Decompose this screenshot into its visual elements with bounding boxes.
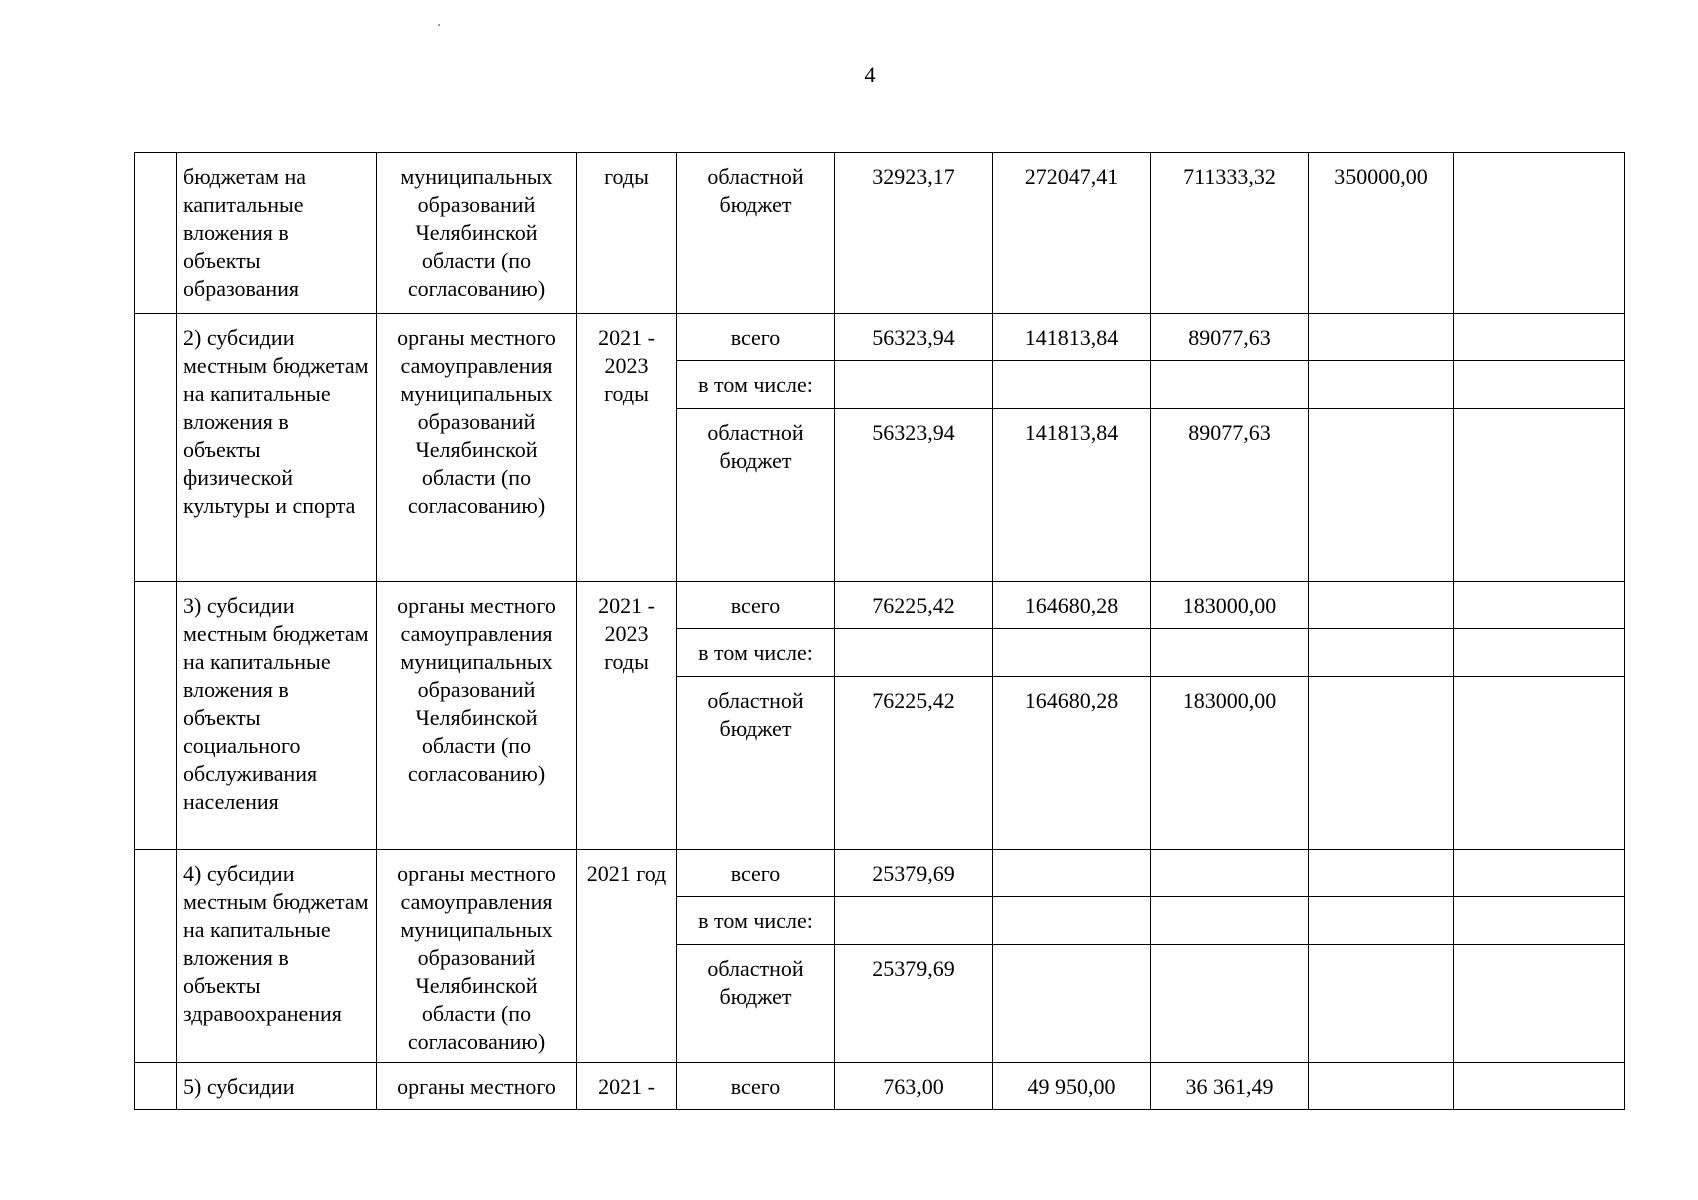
value-cell [1454, 1063, 1625, 1110]
value-cell [835, 629, 993, 677]
value-cell [1309, 1063, 1454, 1110]
measure-name-cell: бюджетам на капитальные вложения в объекты образования [177, 153, 377, 314]
value-cell [1309, 361, 1454, 409]
measure-name-cell: 5) субсидии [177, 1063, 377, 1110]
value-cell [1309, 409, 1454, 582]
value-cell: 141813,84 [993, 314, 1151, 361]
value-cell: 89077,63 [1151, 314, 1309, 361]
value-cell [1309, 897, 1454, 945]
value-cell: 89077,63 [1151, 409, 1309, 582]
funding-source-cell: всего [677, 1063, 835, 1110]
value-cell [993, 897, 1151, 945]
value-cell [835, 897, 993, 945]
value-cell [1151, 850, 1309, 897]
funding-source-cell: всего [677, 582, 835, 629]
value-cell [993, 945, 1151, 1063]
row-number-cell [135, 1063, 177, 1110]
executor-cell: муниципальных образований Челябинской области (по согласованию) [377, 153, 577, 314]
row-number-cell [135, 314, 177, 582]
value-cell [1309, 629, 1454, 677]
measure-name-cell: 2) субсидии местным бюджетам на капитальные вложения в объекты физической культуры и спорта [177, 314, 377, 582]
executor-cell: органы местного самоуправления муниципальных образований Челябинской области (по согласованию) [377, 314, 577, 582]
funding-source-cell: всего [677, 850, 835, 897]
value-cell: 36 361,49 [1151, 1063, 1309, 1110]
value-cell: 76225,42 [835, 582, 993, 629]
value-cell [1454, 850, 1625, 897]
value-cell: 141813,84 [993, 409, 1151, 582]
page-number: 4 [864, 62, 876, 87]
value-cell [1151, 945, 1309, 1063]
row-number-cell [135, 582, 177, 850]
value-cell [1309, 945, 1454, 1063]
value-cell [1454, 677, 1625, 850]
value-cell [993, 850, 1151, 897]
value-cell: 164680,28 [993, 582, 1151, 629]
value-cell: 711333,32 [1151, 153, 1309, 314]
value-cell: 25379,69 [835, 945, 993, 1063]
funding-source-cell: в том числе: [677, 897, 835, 945]
funding-source-cell: в том числе: [677, 629, 835, 677]
value-cell [993, 629, 1151, 677]
value-cell: 350000,00 [1309, 153, 1454, 314]
funding-source-cell: областной бюджет [677, 409, 835, 582]
value-cell [1309, 314, 1454, 361]
value-cell [1309, 582, 1454, 629]
funding-source-cell: областной бюджет [677, 945, 835, 1063]
value-cell [1454, 361, 1625, 409]
value-cell: 32923,17 [835, 153, 993, 314]
value-cell: 183000,00 [1151, 582, 1309, 629]
executor-cell: органы местного самоуправления муниципальных образований Челябинской области (по согласованию) [377, 582, 577, 850]
row-number-cell [135, 850, 177, 1063]
scan-speck [438, 24, 440, 26]
measure-name-cell: 4) субсидии местным бюджетам на капитальные вложения в объекты здравоохранения [177, 850, 377, 1063]
years-cell: годы [577, 153, 677, 314]
value-cell: 763,00 [835, 1063, 993, 1110]
value-cell [835, 361, 993, 409]
years-cell: 2021 - 2023 годы [577, 314, 677, 582]
value-cell: 183000,00 [1151, 677, 1309, 850]
table-row [135, 1063, 1625, 1110]
value-cell: 56323,94 [835, 409, 993, 582]
funding-source-cell: областной бюджет [677, 153, 835, 314]
value-cell [1454, 629, 1625, 677]
years-cell: 2021 - 2023 годы [577, 582, 677, 850]
years-cell: 2021 год [577, 850, 677, 1063]
value-cell: 49 950,00 [993, 1063, 1151, 1110]
value-cell: 164680,28 [993, 677, 1151, 850]
executor-cell: органы местного [377, 1063, 577, 1110]
value-cell [1151, 897, 1309, 945]
value-cell: 76225,42 [835, 677, 993, 850]
value-cell [1309, 850, 1454, 897]
value-cell [1151, 361, 1309, 409]
value-cell [1454, 582, 1625, 629]
value-cell: 272047,41 [993, 153, 1151, 314]
value-cell [1309, 677, 1454, 850]
years-cell: 2021 - [577, 1063, 677, 1110]
value-cell [1454, 897, 1625, 945]
value-cell: 25379,69 [835, 850, 993, 897]
value-cell [1151, 629, 1309, 677]
measure-name-cell: 3) субсидии местным бюджетам на капитальные вложения в объекты социального обслуживания населения [177, 582, 377, 850]
value-cell: 56323,94 [835, 314, 993, 361]
value-cell [1454, 409, 1625, 582]
value-cell [1454, 945, 1625, 1063]
value-cell [1454, 153, 1625, 314]
funding-source-cell: в том числе: [677, 361, 835, 409]
executor-cell: органы местного самоуправления муниципальных образований Челябинской области (по согласованию) [377, 850, 577, 1063]
table-row [135, 153, 1625, 314]
funding-source-cell: областной бюджет [677, 677, 835, 850]
funding-source-cell: всего [677, 314, 835, 361]
table-row [135, 314, 1625, 361]
value-cell [993, 361, 1151, 409]
budget-table [134, 152, 1625, 1110]
value-cell [1454, 314, 1625, 361]
row-number-cell [135, 153, 177, 314]
table-row [135, 582, 1625, 629]
table-row [135, 850, 1625, 897]
